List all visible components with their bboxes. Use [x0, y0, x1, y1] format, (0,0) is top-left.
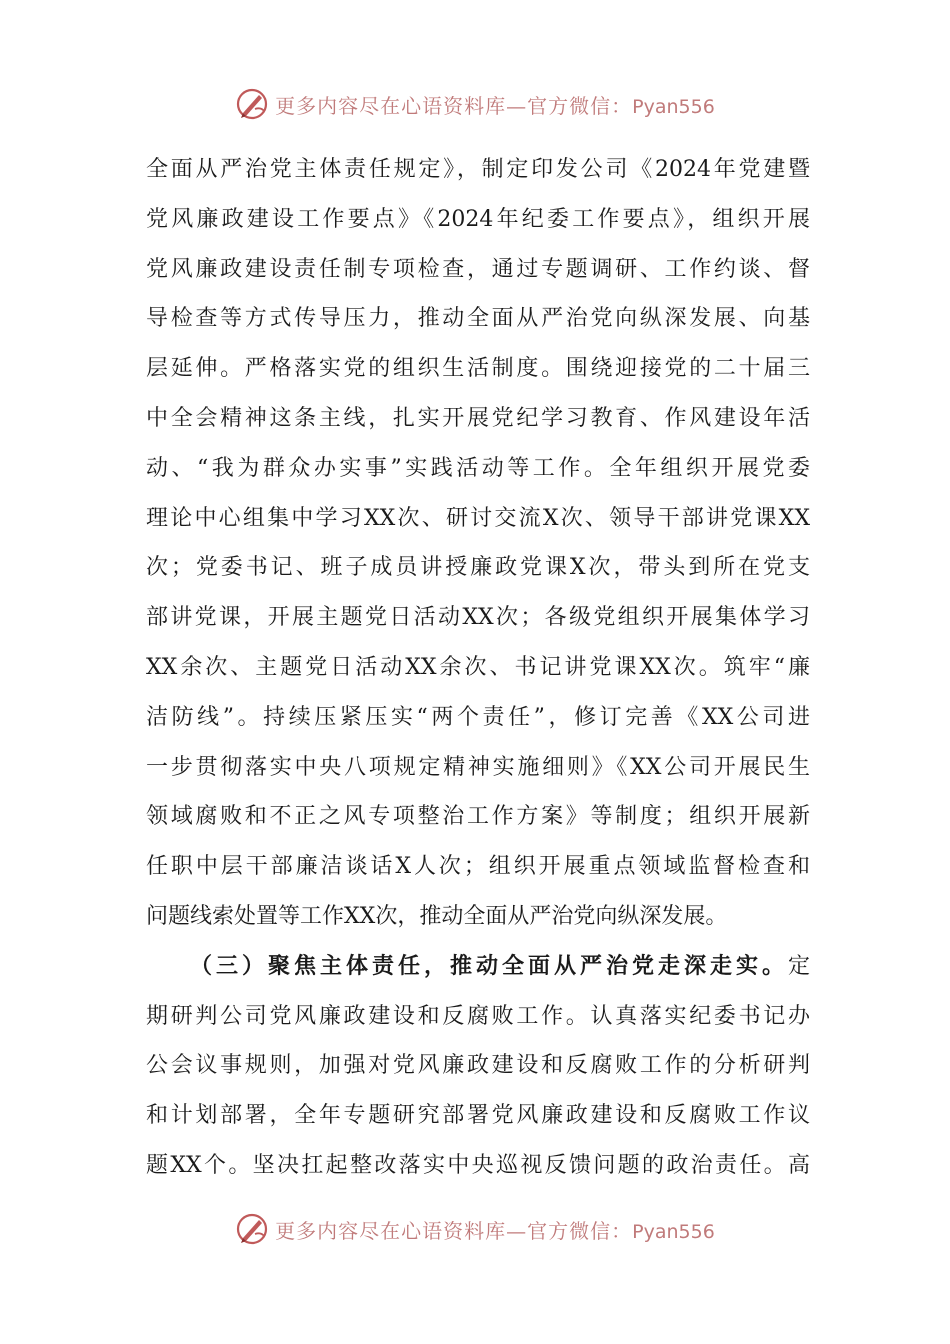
text-line: 中全会精神这条主线，扎实开展党纪学习教育、作风建设年活: [146, 405, 810, 431]
text-line: 任职中层干部廉洁谈话X人次；组织开展重点领域监督检查和: [146, 854, 810, 880]
section-heading-rest: 定: [787, 953, 810, 979]
text-line: 动、“我为群众办实事”实践活动等工作。全年组织开展党委: [146, 455, 810, 481]
text-line: 公会议事规则，加强对党风廉政建设和反腐败工作的分析研判: [146, 1053, 810, 1079]
text-line: 领域腐败和不正之风专项整治工作方案》等制度；组织开展新: [146, 804, 810, 830]
text-line: 期研判公司党风廉政建设和反腐败工作。认真落实纪委书记办: [146, 1003, 810, 1029]
text-line: 党风廉政建设工作要点》《2024年纪委工作要点》，组织开展: [146, 206, 810, 232]
pen-logo-icon: [235, 1212, 269, 1246]
document-body: [146, 145, 810, 1191]
pen-logo-icon: [235, 87, 269, 121]
text-line: 和计划部署，全年专题研究部署党风廉政建设和反腐败工作议: [146, 1103, 810, 1129]
text-line: 理论中心组集中学习XX次、研讨交流X次、领导干部讲党课XX: [146, 505, 810, 531]
text-line: 部讲党课，开展主题党日活动XX次；各级党组织开展集体学习: [146, 605, 810, 631]
text-line: 题XX个。坚决扛起整改落实中央巡视反馈问题的政治责任。高: [146, 1152, 810, 1178]
text-line: 次；党委书记、班子成员讲授廉政党课X次，带头到所在党支: [146, 555, 810, 581]
section-heading-line: [146, 942, 810, 992]
section-heading: （三）聚焦主体责任，推动全面从严治党走深走实。: [190, 952, 788, 979]
text-line: 层延伸。严格落实党的组织生活制度。围绕迎接党的二十届三: [146, 356, 810, 382]
text-line: XX余次、主题党日活动XX余次、书记讲党课XX次。筑牢“廉: [146, 654, 810, 680]
text-line: 全面从严治党主体责任规定》，制定印发公司《2024年党建暨: [146, 157, 810, 182]
footer-watermark-banner: [0, 1209, 950, 1249]
header-watermark-banner: [0, 84, 950, 124]
text-line: 问题线索处置等工作XX次，推动全面从严治党向纵深发展。: [146, 903, 728, 929]
text-line: 党风廉政建设责任制专项检查，通过专题调研、工作约谈、督: [146, 256, 810, 282]
watermark-text: 更多内容尽在心语资料库—官方微信：Pyan556: [275, 93, 715, 118]
text-line: 洁防线”。持续压紧压实“两个责任”，修订完善《XX公司进: [146, 704, 810, 730]
text-line: 导检查等方式传导压力，推动全面从严治党向纵深发展、向基: [146, 306, 810, 332]
watermark-text: 更多内容尽在心语资料库—官方微信：Pyan556: [275, 1218, 715, 1243]
text-line: 一步贯彻落实中央八项规定精神实施细则》《XX公司开展民生: [146, 754, 810, 780]
